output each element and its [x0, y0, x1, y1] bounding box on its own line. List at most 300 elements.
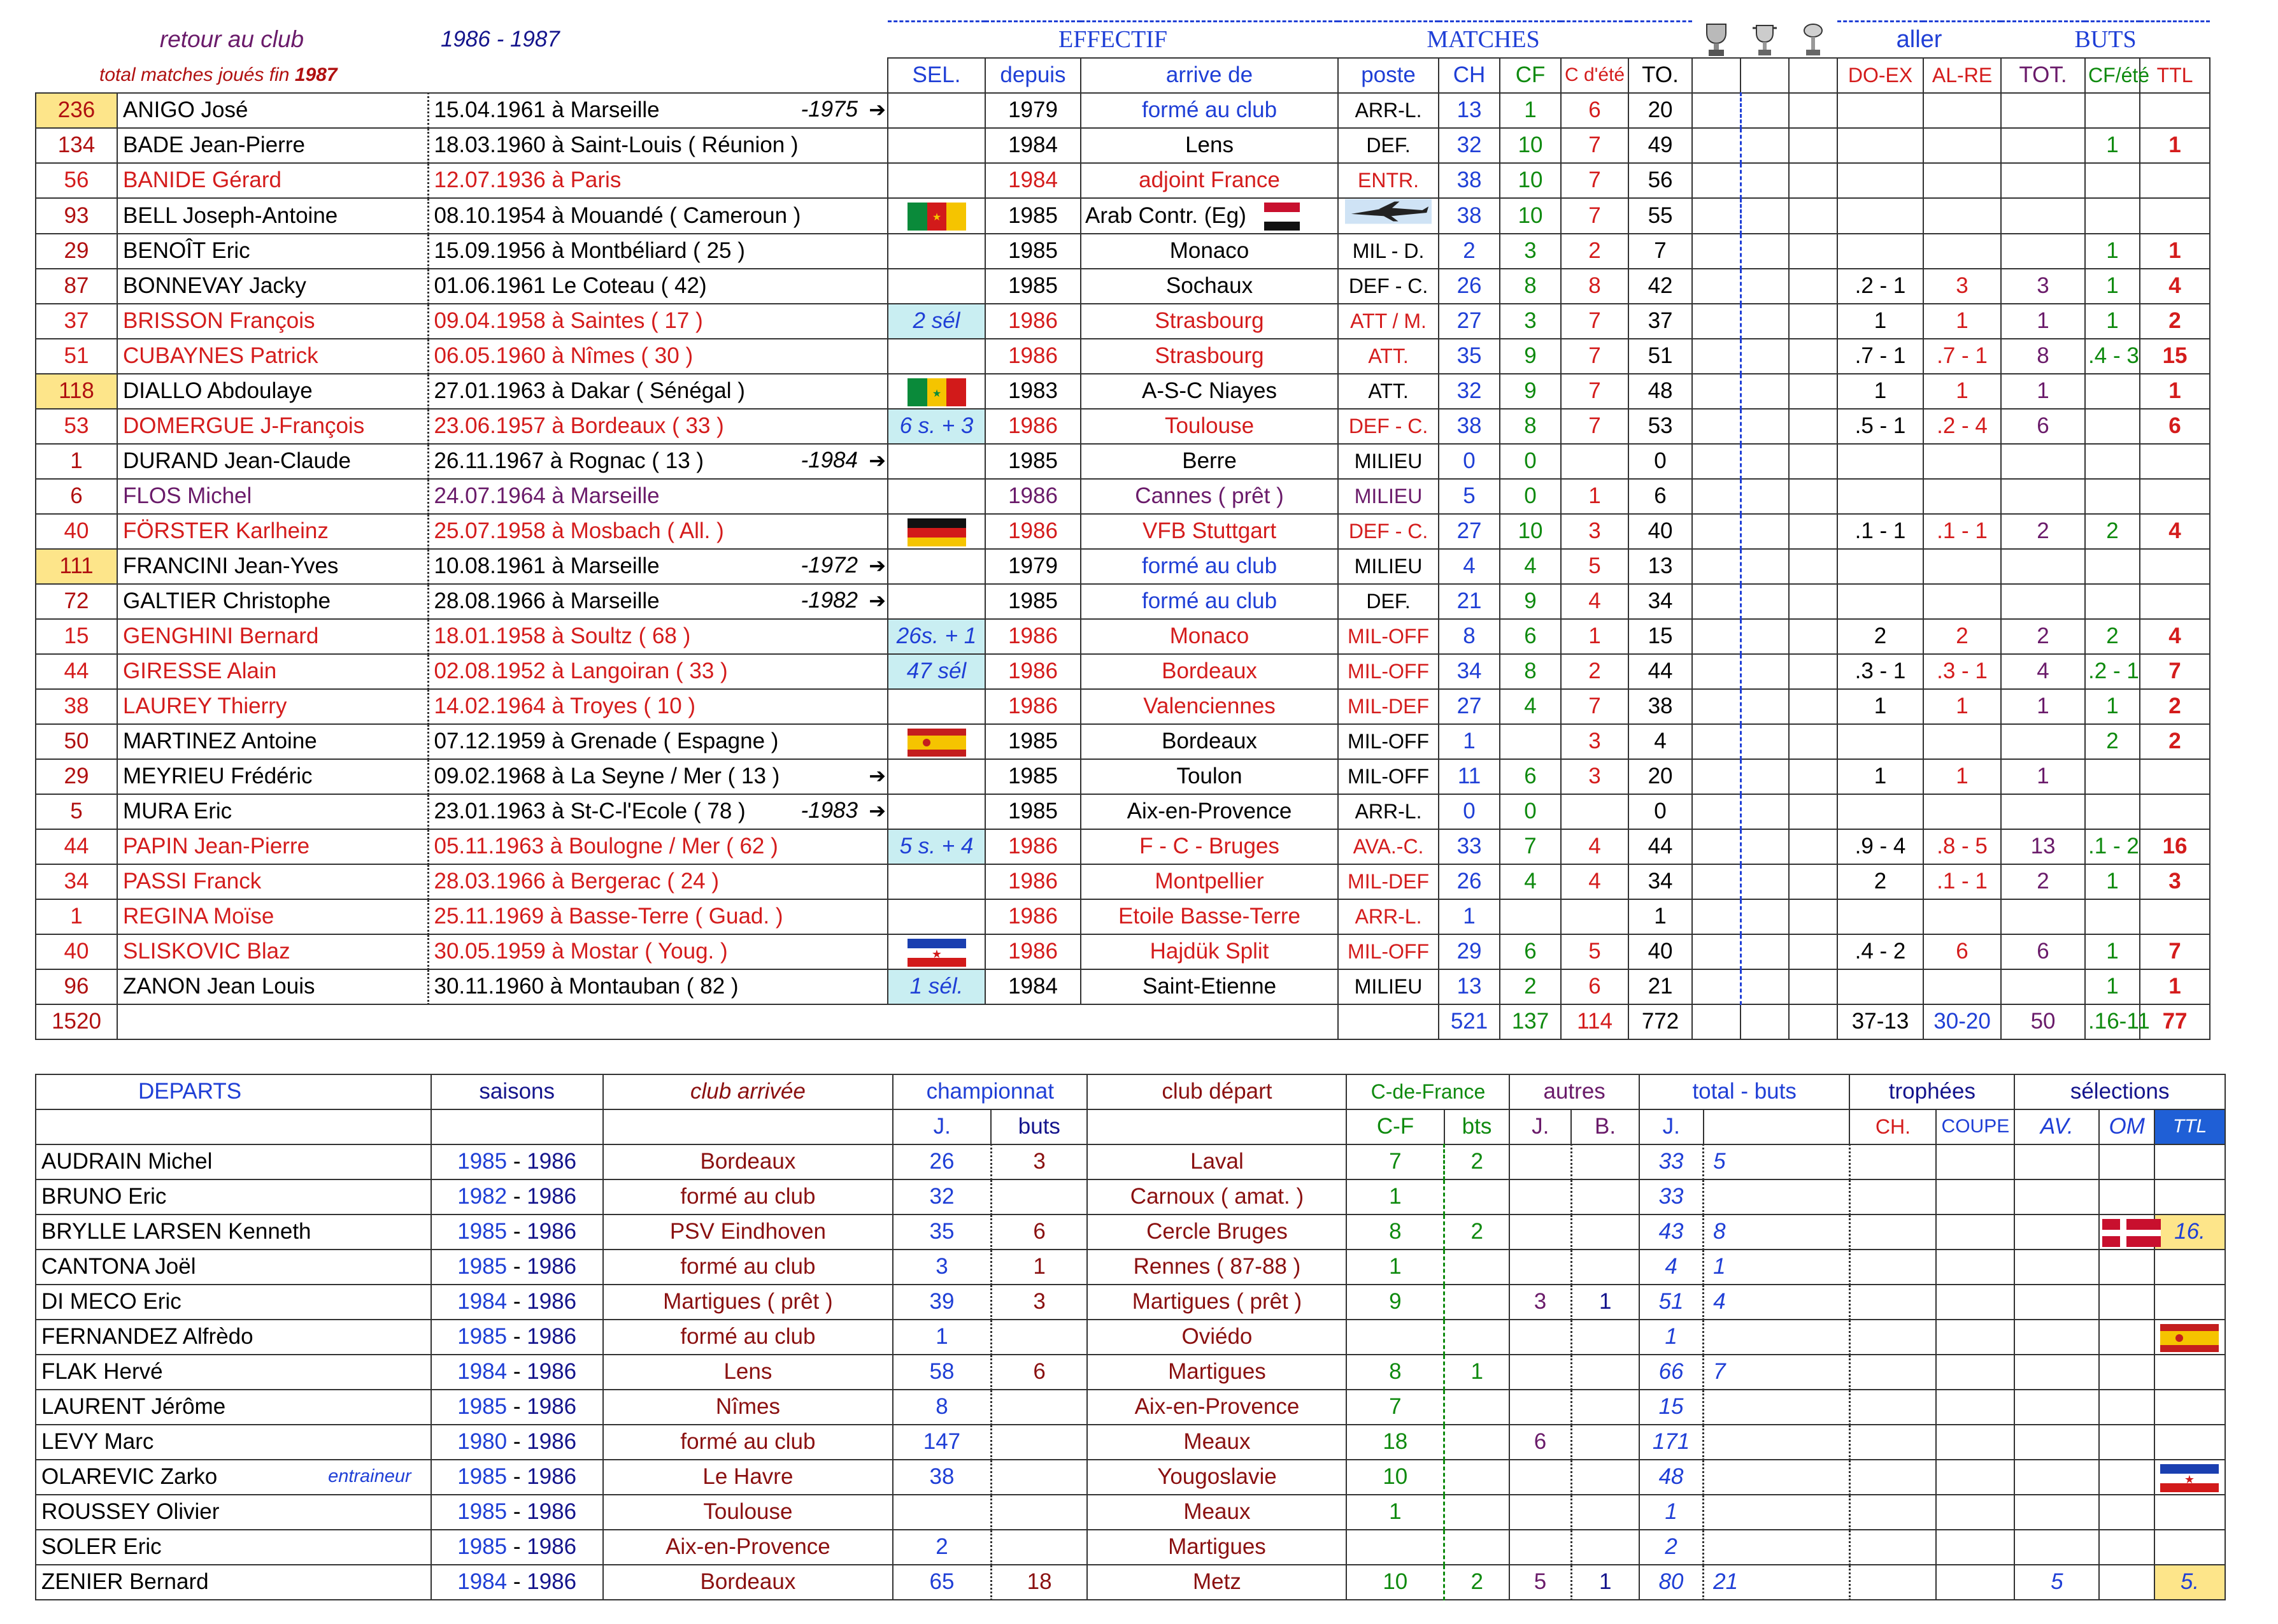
matches-count: 38 [36, 689, 117, 724]
season-start: 1985 [457, 1219, 508, 1244]
ch-count: 33 [1439, 829, 1500, 864]
sel-ttl [2154, 1425, 2225, 1460]
season-end: 1986 [527, 1149, 577, 1174]
cf-count [1500, 899, 1561, 934]
depart-name [36, 1250, 431, 1285]
col-doex: DO-EX [1837, 58, 1923, 93]
depart-row [36, 1530, 2225, 1565]
trophy-1 [1692, 549, 1741, 584]
goals-ttl: 4 [2140, 619, 2210, 654]
birth-cell [428, 794, 888, 829]
cdf-buts: 2 [1444, 1214, 1510, 1250]
sel-om [2099, 1144, 2154, 1179]
total-j: 33 [1639, 1144, 1704, 1179]
from-club: Lens [1081, 128, 1338, 163]
goals-alre: 2 [1923, 619, 2001, 654]
col-trophees: trophées [1849, 1074, 2014, 1109]
troph-ch [1849, 1355, 1936, 1390]
player-name: BANIDE Gérard [117, 163, 428, 198]
player-row [36, 724, 2277, 759]
ch-count: 38 [1439, 163, 1500, 198]
sel-cell [888, 549, 985, 584]
total-count: 34 [1628, 864, 1692, 899]
depuis-year: 1986 [985, 689, 1081, 724]
goals-alre [1923, 479, 2001, 514]
trophy-2 [1741, 163, 1789, 198]
depuis-year: 1985 [985, 269, 1081, 304]
from-club: Strasbourg [1081, 304, 1338, 339]
goals-alre: 1 [1923, 374, 2001, 409]
player-name: BRISSON François [117, 304, 428, 339]
depuis-year: 1984 [985, 969, 1081, 1004]
trophy-3 [1789, 339, 1837, 374]
trophy-2 [1741, 549, 1789, 584]
poste: DEF - C. [1338, 409, 1439, 444]
goals-alre [1923, 549, 2001, 584]
cdf-j [1346, 1320, 1444, 1355]
cete-count: 3 [1561, 759, 1628, 794]
trophy-1 [1692, 654, 1741, 689]
troph-coupe [1936, 1390, 2014, 1425]
from-club: Saint-Etienne [1081, 969, 1338, 1004]
champ-j: 26 [893, 1144, 991, 1179]
goals-doex: 1 [1837, 759, 1923, 794]
sel-cell [888, 759, 985, 794]
trophy-3 [1789, 584, 1837, 619]
ch-count: 8 [1439, 619, 1500, 654]
total-j: 66 [1639, 1355, 1704, 1390]
trophy-3 [1789, 794, 1837, 829]
col-troph-coupe: COUPE [1936, 1109, 2014, 1144]
arrow-right-icon: ➔ [869, 448, 886, 472]
goals-doex [1837, 163, 1923, 198]
matches-heading: MATCHES [1338, 22, 1628, 58]
trophy-3 [1789, 198, 1837, 234]
goals-alre [1923, 794, 2001, 829]
total-b [1704, 1390, 1850, 1425]
player-name: GENGHINI Bernard [117, 619, 428, 654]
total-j: 43 [1639, 1214, 1704, 1250]
birth-text: 09.04.1958 à Saintes ( 17 ) [434, 308, 703, 333]
ch-count: 13 [1439, 969, 1500, 1004]
goals-tot [2001, 479, 2085, 514]
cdf-buts: 2 [1444, 1565, 1510, 1600]
poste: MILIEU [1338, 479, 1439, 514]
depart-player-name: AUDRAIN Michel [41, 1149, 213, 1174]
season-start: 1985 [457, 1324, 508, 1349]
player-name: FÖRSTER Karlheinz [117, 514, 428, 549]
birth-text: 28.08.1966 à Marseille [434, 588, 660, 613]
goals-tot: 13 [2001, 829, 2085, 864]
depuis-year: 1984 [985, 163, 1081, 198]
player-name: BELL Joseph-Antoine [117, 198, 428, 234]
player-name: MARTINEZ Antoine [117, 724, 428, 759]
trophy-3 [1789, 689, 1837, 724]
poste: ATT / M. [1338, 304, 1439, 339]
cf-count: 10 [1500, 198, 1561, 234]
spain-flag-icon [2154, 1320, 2225, 1355]
saisons-cell: 1984 - 1986 [431, 1355, 603, 1390]
autres-b [1571, 1425, 1639, 1460]
troph-coupe [1936, 1214, 2014, 1250]
season-end: 1986 [527, 1534, 577, 1559]
trophy-2 [1741, 374, 1789, 409]
sel-cell [888, 339, 985, 374]
col-club-depart: club départ [1087, 1074, 1346, 1109]
sel-ttl [2154, 1530, 2225, 1565]
col-sel: SEL. [888, 58, 985, 93]
goals-tot: 1 [2001, 304, 2085, 339]
matches-count: 93 [36, 198, 117, 234]
cdf-buts [1444, 1285, 1510, 1320]
troph-coupe [1936, 1460, 2014, 1495]
from-club: Toulon [1081, 759, 1338, 794]
poste: MIL-OFF [1338, 619, 1439, 654]
total-j: 51 [1639, 1285, 1704, 1320]
poste: ARR-L. [1338, 93, 1439, 128]
goals-cfe: .1 - 2 [2085, 829, 2140, 864]
champ-buts [991, 1320, 1087, 1355]
depart-name [36, 1390, 431, 1425]
goals-cfe: 1 [2085, 269, 2140, 304]
total-b: 7 [1704, 1355, 1850, 1390]
matches-count: 134 [36, 128, 117, 163]
trophy-3 [1789, 128, 1837, 163]
goals-ttl [2140, 444, 2210, 479]
saisons-cell: 1985 - 1986 [431, 1320, 603, 1355]
total-count: 38 [1628, 689, 1692, 724]
goals-alre: .1 - 1 [1923, 864, 2001, 899]
goals-alre: 6 [1923, 934, 2001, 969]
goals-ttl: 1 [2140, 234, 2210, 269]
club-arrivee: formé au club [603, 1320, 893, 1355]
depart-player-name: BRUNO Eric [41, 1184, 167, 1209]
aller-heading: aller [1837, 22, 2001, 58]
player-row [36, 128, 2277, 163]
effectif-heading: EFFECTIF [888, 22, 1338, 58]
champ-j: 32 [893, 1179, 991, 1214]
total-count: 20 [1628, 759, 1692, 794]
poste: ATT. [1338, 374, 1439, 409]
player-name: FRANCINI Jean-Yves [117, 549, 428, 584]
goals-cfe: 2 [2085, 724, 2140, 759]
goals-tot: 6 [2001, 934, 2085, 969]
birth-text: 30.11.1960 à Montauban ( 82 ) [434, 974, 739, 999]
goals-alre: .2 - 4 [1923, 409, 2001, 444]
trophy-1 [1692, 829, 1741, 864]
player-name: DIALLO Abdoulaye [117, 374, 428, 409]
goals-ttl: 3 [2140, 864, 2210, 899]
depart-row [36, 1285, 2225, 1320]
goals-tot [2001, 198, 2085, 234]
youth-year: -1972 [801, 552, 858, 578]
trophy-3 [1789, 864, 1837, 899]
goals-tot: 1 [2001, 689, 2085, 724]
goals-tot: 3 [2001, 269, 2085, 304]
goals-ttl [2140, 198, 2210, 234]
depuis-year: 1984 [985, 128, 1081, 163]
goals-alre [1923, 444, 2001, 479]
season-start: 1985 [457, 1394, 508, 1419]
total-count: 0 [1628, 444, 1692, 479]
trophy-2 [1741, 724, 1789, 759]
trophy-1 [1692, 93, 1741, 128]
col-total-buts: total - buts [1639, 1074, 1849, 1109]
depart-name [36, 1355, 431, 1390]
svg-text:★: ★ [932, 212, 941, 224]
goals-cfe: 1 [2085, 304, 2140, 339]
trophy-2 [1741, 479, 1789, 514]
cf-count: 4 [1500, 549, 1561, 584]
from-club: Montpellier [1081, 864, 1338, 899]
depuis-year: 1985 [985, 584, 1081, 619]
from-club: Bordeaux [1081, 654, 1338, 689]
player-row [36, 549, 2277, 584]
goals-ttl: 6 [2140, 409, 2210, 444]
player-name: BENOÎT Eric [117, 234, 428, 269]
total-ttl: 77 [2140, 1004, 2210, 1039]
depart-player-name: FERNANDEZ Alfrèdo [41, 1324, 253, 1349]
player-name: BADE Jean-Pierre [117, 128, 428, 163]
autres-j [1509, 1179, 1571, 1214]
matches-count: 50 [36, 724, 117, 759]
champ-j: 65 [893, 1565, 991, 1600]
selections-badge: 5 s. + 4 [888, 829, 985, 864]
birth-cell [428, 198, 888, 234]
goals-alre: 1 [1923, 689, 2001, 724]
autres-j [1509, 1355, 1571, 1390]
player-name: CUBAYNES Patrick [117, 339, 428, 374]
totals-t3 [1789, 1004, 1837, 1039]
total-count: 40 [1628, 934, 1692, 969]
goals-tot: 4 [2001, 654, 2085, 689]
depart-player-name: CANTONA Joël [41, 1254, 196, 1279]
troph-coupe [1936, 1530, 2014, 1565]
goals-ttl: 2 [2140, 689, 2210, 724]
goals-ttl [2140, 163, 2210, 198]
birth-text: 08.10.1954 à Mouandé ( Cameroun ) [434, 203, 801, 228]
club-depart: Aix-en-Provence [1087, 1390, 1346, 1425]
trophy-2 [1741, 339, 1789, 374]
player-row [36, 198, 2277, 234]
goals-alre [1923, 234, 2001, 269]
matches-count: 15 [36, 619, 117, 654]
col-poste: poste [1338, 58, 1439, 93]
from-club [1081, 198, 1338, 234]
troph-ch [1849, 1179, 1936, 1214]
champ-j: 38 [893, 1460, 991, 1495]
depuis-year: 1985 [985, 198, 1081, 234]
sel-om [2099, 1250, 2154, 1285]
goals-cfe: .2 - 1 [2085, 654, 2140, 689]
cdf-j: 8 [1346, 1355, 1444, 1390]
totals-row [36, 1004, 2277, 1039]
birth-text: 05.11.1963 à Boulogne / Mer ( 62 ) [434, 834, 778, 858]
cete-count: 6 [1561, 969, 1628, 1004]
depart-name [36, 1530, 431, 1565]
total-j: 48 [1639, 1460, 1704, 1495]
cdf-buts [1444, 1390, 1510, 1425]
season-end: 1986 [527, 1324, 577, 1349]
from-club: formé au club [1081, 584, 1338, 619]
club-depart: Oviédo [1087, 1320, 1346, 1355]
depart-row [36, 1565, 2225, 1600]
troph-ch [1849, 1320, 1936, 1355]
birth-cell [428, 128, 888, 163]
trophy-icon [1789, 22, 1837, 58]
club-arrivee: Bordeaux [603, 1565, 893, 1600]
goals-alre: .1 - 1 [1923, 514, 2001, 549]
total-j: 171 [1639, 1425, 1704, 1460]
goals-tot [2001, 444, 2085, 479]
goals-alre [1923, 969, 2001, 1004]
season-start: 1980 [457, 1429, 508, 1454]
champ-buts [991, 1495, 1087, 1530]
birth-cell [428, 339, 888, 374]
goals-doex: .9 - 4 [1837, 829, 1923, 864]
depart-player-name: LEVY Marc [41, 1429, 154, 1454]
club-depart: Carnoux ( amat. ) [1087, 1179, 1346, 1214]
goals-doex: .3 - 1 [1837, 654, 1923, 689]
birth-cell [428, 864, 888, 899]
ch-count: 27 [1439, 689, 1500, 724]
selections-badge: 26s. + 1 [888, 619, 985, 654]
troph-ch [1849, 1214, 1936, 1250]
troph-ch [1849, 1565, 1936, 1600]
trophy-2 [1741, 794, 1789, 829]
total-b: 5 [1704, 1144, 1850, 1179]
birth-cell [428, 269, 888, 304]
sel-av [2014, 1495, 2099, 1530]
troph-coupe [1936, 1285, 2014, 1320]
club-arrivee: formé au club [603, 1425, 893, 1460]
sel-av [2014, 1425, 2099, 1460]
cdf-j: 7 [1346, 1144, 1444, 1179]
birth-text: 23.06.1957 à Bordeaux ( 33 ) [434, 413, 724, 438]
troph-coupe [1936, 1565, 2014, 1600]
total-count: 44 [1628, 829, 1692, 864]
matches-count: 6 [36, 479, 117, 514]
season-label: 1986 - 1987 [441, 27, 560, 52]
saisons-cell: 1985 - 1986 [431, 1144, 603, 1179]
goals-ttl [2140, 93, 2210, 128]
cdf-buts [1444, 1425, 1510, 1460]
page-title: retour au club [159, 26, 304, 52]
birth-cell [428, 724, 888, 759]
player-name: ZANON Jean Louis [117, 969, 428, 1004]
col-cete: C d'été [1561, 58, 1628, 93]
goals-doex [1837, 479, 1923, 514]
poste: ATT. [1338, 339, 1439, 374]
season-end: 1986 [527, 1289, 577, 1314]
depuis-year: 1986 [985, 899, 1081, 934]
cf-count: 8 [1500, 654, 1561, 689]
goals-doex: 1 [1837, 304, 1923, 339]
trophy-2 [1741, 759, 1789, 794]
goals-doex: .4 - 2 [1837, 934, 1923, 969]
col-championnat: championnat [893, 1074, 1087, 1109]
ch-count: 0 [1439, 444, 1500, 479]
cf-count: 9 [1500, 584, 1561, 619]
total-b [1704, 1530, 1850, 1565]
autres-j [1509, 1214, 1571, 1250]
goals-ttl: 4 [2140, 514, 2210, 549]
sel-om [2099, 1320, 2154, 1355]
autres-j [1509, 1250, 1571, 1285]
goals-ttl: 16 [2140, 829, 2210, 864]
saisons-cell: 1985 - 1986 [431, 1495, 603, 1530]
svg-text:★: ★ [932, 388, 941, 399]
depart-row [36, 1214, 2225, 1250]
season-start: 1982 [457, 1184, 508, 1209]
goals-doex [1837, 584, 1923, 619]
saisons-cell: 1985 - 1986 [431, 1390, 603, 1425]
depart-name [36, 1565, 431, 1600]
cdf-buts [1444, 1320, 1510, 1355]
goals-cfe: 1 [2085, 969, 2140, 1004]
birth-text: 30.05.1959 à Mostar ( Youg. ) [434, 939, 728, 964]
club-arrivee: Nîmes [603, 1390, 893, 1425]
from-club: formé au club [1081, 549, 1338, 584]
total-cf: 137 [1500, 1004, 1561, 1039]
player-row [36, 514, 2277, 549]
from-club: Cannes ( prêt ) [1081, 479, 1338, 514]
col-depuis: depuis [985, 58, 1081, 93]
cf-count: 0 [1500, 444, 1561, 479]
season-end: 1986 [527, 1569, 577, 1594]
player-row [36, 794, 2277, 829]
flag-icon [888, 198, 985, 234]
depuis-year: 1986 [985, 479, 1081, 514]
goals-doex [1837, 724, 1923, 759]
goals-ttl [2140, 759, 2210, 794]
goals-ttl [2140, 479, 2210, 514]
poste: DEF. [1338, 128, 1439, 163]
player-name: ANIGO José [117, 93, 428, 128]
sel-ttl [2154, 1390, 2225, 1425]
depart-player-name: ROUSSEY Olivier [41, 1499, 220, 1524]
cete-count: 4 [1561, 829, 1628, 864]
selections-badge: 47 sél [888, 654, 985, 689]
cf-count: 4 [1500, 689, 1561, 724]
matches-count: 118 [36, 374, 117, 409]
subtitle: total matches joués fin [99, 64, 290, 85]
autres-b [1571, 1495, 1639, 1530]
goals-doex [1837, 969, 1923, 1004]
player-row [36, 409, 2277, 444]
cete-count: 7 [1561, 163, 1628, 198]
ch-count: 38 [1439, 409, 1500, 444]
goals-tot [2001, 899, 2085, 934]
cete-count: 8 [1561, 269, 1628, 304]
cete-count: 7 [1561, 198, 1628, 234]
total-j: 1 [1639, 1320, 1704, 1355]
from-club: Berre [1081, 444, 1338, 479]
matches-count: 87 [36, 269, 117, 304]
trophy-1 [1692, 198, 1741, 234]
sheet [35, 20, 2226, 1600]
goals-ttl [2140, 899, 2210, 934]
birth-cell [428, 479, 888, 514]
sel-cell [888, 689, 985, 724]
cete-count: 2 [1561, 234, 1628, 269]
trophy-3 [1789, 93, 1837, 128]
player-row [36, 234, 2277, 269]
autres-b [1571, 1355, 1639, 1390]
champ-buts: 6 [991, 1214, 1087, 1250]
ch-count: 27 [1439, 514, 1500, 549]
goals-ttl [2140, 584, 2210, 619]
